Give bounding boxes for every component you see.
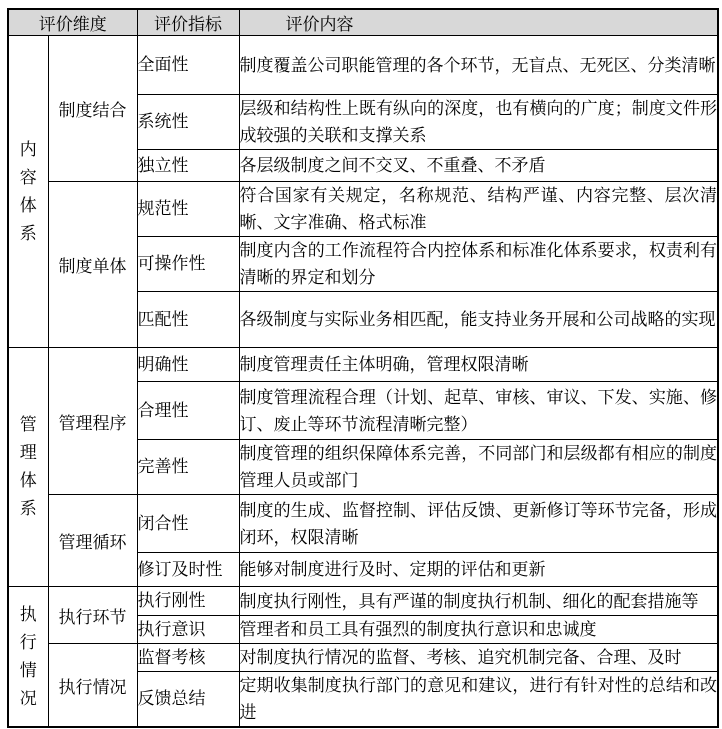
content-cell: 管理者和员工具有强烈的制度执行意识和忠诚度 — [239, 616, 718, 644]
indicator-cell: 修订及时性 — [137, 553, 239, 587]
content-cell: 对制度执行情况的监督、考核、追究机制完备、合理、及时 — [239, 644, 718, 672]
category-cell — [8, 36, 48, 348]
table-row — [8, 587, 718, 616]
table-row — [8, 36, 718, 95]
dimension-cell: 执行环节 — [48, 587, 137, 644]
content-cell: 能够对制度进行及时、定期的评估和更新 — [239, 553, 718, 587]
col-header-content: 评价内容 — [239, 9, 718, 36]
category-cell — [8, 587, 48, 728]
content-cell: 层级和结构性上既有纵向的深度，也有横向的广度；制度文件形成较强的关联和支撑关系 — [239, 95, 718, 150]
table-header-row — [8, 9, 718, 36]
content-cell: 制度管理责任主体明确，管理权限清晰 — [239, 348, 718, 382]
indicator-cell: 完善性 — [137, 440, 239, 495]
content-cell: 各层级制度之间不交叉、不重叠、不矛盾 — [239, 150, 718, 182]
content-cell: 符合国家有关规定，名称规范、结构严谨、内容完整、层次清晰、文字准确、格式标准 — [239, 182, 718, 237]
content-cell: 定期收集制度执行部门的意见和建议，进行有针对性的总结和改进 — [239, 672, 718, 728]
content-cell: 制度管理的组织保障体系完善，不同部门和层级都有相应的制度管理人员或部门 — [239, 440, 718, 495]
col-header-dimension: 评价维度 — [8, 9, 137, 36]
indicator-cell: 匹配性 — [137, 292, 239, 348]
evaluation-table — [7, 8, 719, 728]
content-cell: 制度执行刚性，具有严谨的制度执行机制、细化的配套措施等 — [239, 587, 718, 616]
indicator-cell: 可操作性 — [137, 237, 239, 292]
dimension-cell: 执行情况 — [48, 644, 137, 728]
dimension-cell: 制度结合 — [48, 36, 137, 182]
table-row — [8, 348, 718, 382]
dimension-cell: 管理程序 — [48, 348, 137, 495]
table-row — [8, 644, 718, 672]
content-cell: 各级制度与实际业务相匹配，能支持业务开展和公司战略的实现 — [239, 292, 718, 348]
indicator-cell: 监督考核 — [137, 644, 239, 672]
indicator-cell: 闭合性 — [137, 495, 239, 553]
content-cell: 制度的生成、监督控制、评估反馈、更新修订等环节完备，形成闭环，权限清晰 — [239, 495, 718, 553]
indicator-cell: 规范性 — [137, 182, 239, 237]
indicator-cell: 独立性 — [137, 150, 239, 182]
dimension-cell: 制度单体 — [48, 182, 137, 348]
category-label: 管理体系 — [19, 415, 37, 518]
col-header-indicator: 评价指标 — [137, 9, 239, 36]
category-cell — [8, 348, 48, 587]
content-cell: 制度覆盖公司职能管理的各个环节，无盲点、无死区、分类清晰 — [239, 36, 718, 95]
category-label: 执行情况 — [19, 604, 37, 708]
indicator-cell: 执行刚性 — [137, 587, 239, 616]
indicator-cell: 系统性 — [137, 95, 239, 150]
indicator-cell: 明确性 — [137, 348, 239, 382]
table-row — [8, 495, 718, 553]
table-row — [8, 182, 718, 237]
indicator-cell: 合理性 — [137, 382, 239, 440]
indicator-cell: 反馈总结 — [137, 672, 239, 728]
content-cell: 制度内含的工作流程符合内控体系和标准化体系要求，权责利有清晰的界定和划分 — [239, 237, 718, 292]
category-label: 内容体系 — [19, 139, 37, 243]
indicator-cell: 全面性 — [137, 36, 239, 95]
content-cell: 制度管理流程合理（计划、起草、审核、审议、下发、实施、修订、废止等环节流程清晰完整） — [239, 382, 718, 440]
dimension-cell: 管理循环 — [48, 495, 137, 587]
indicator-cell: 执行意识 — [137, 616, 239, 644]
